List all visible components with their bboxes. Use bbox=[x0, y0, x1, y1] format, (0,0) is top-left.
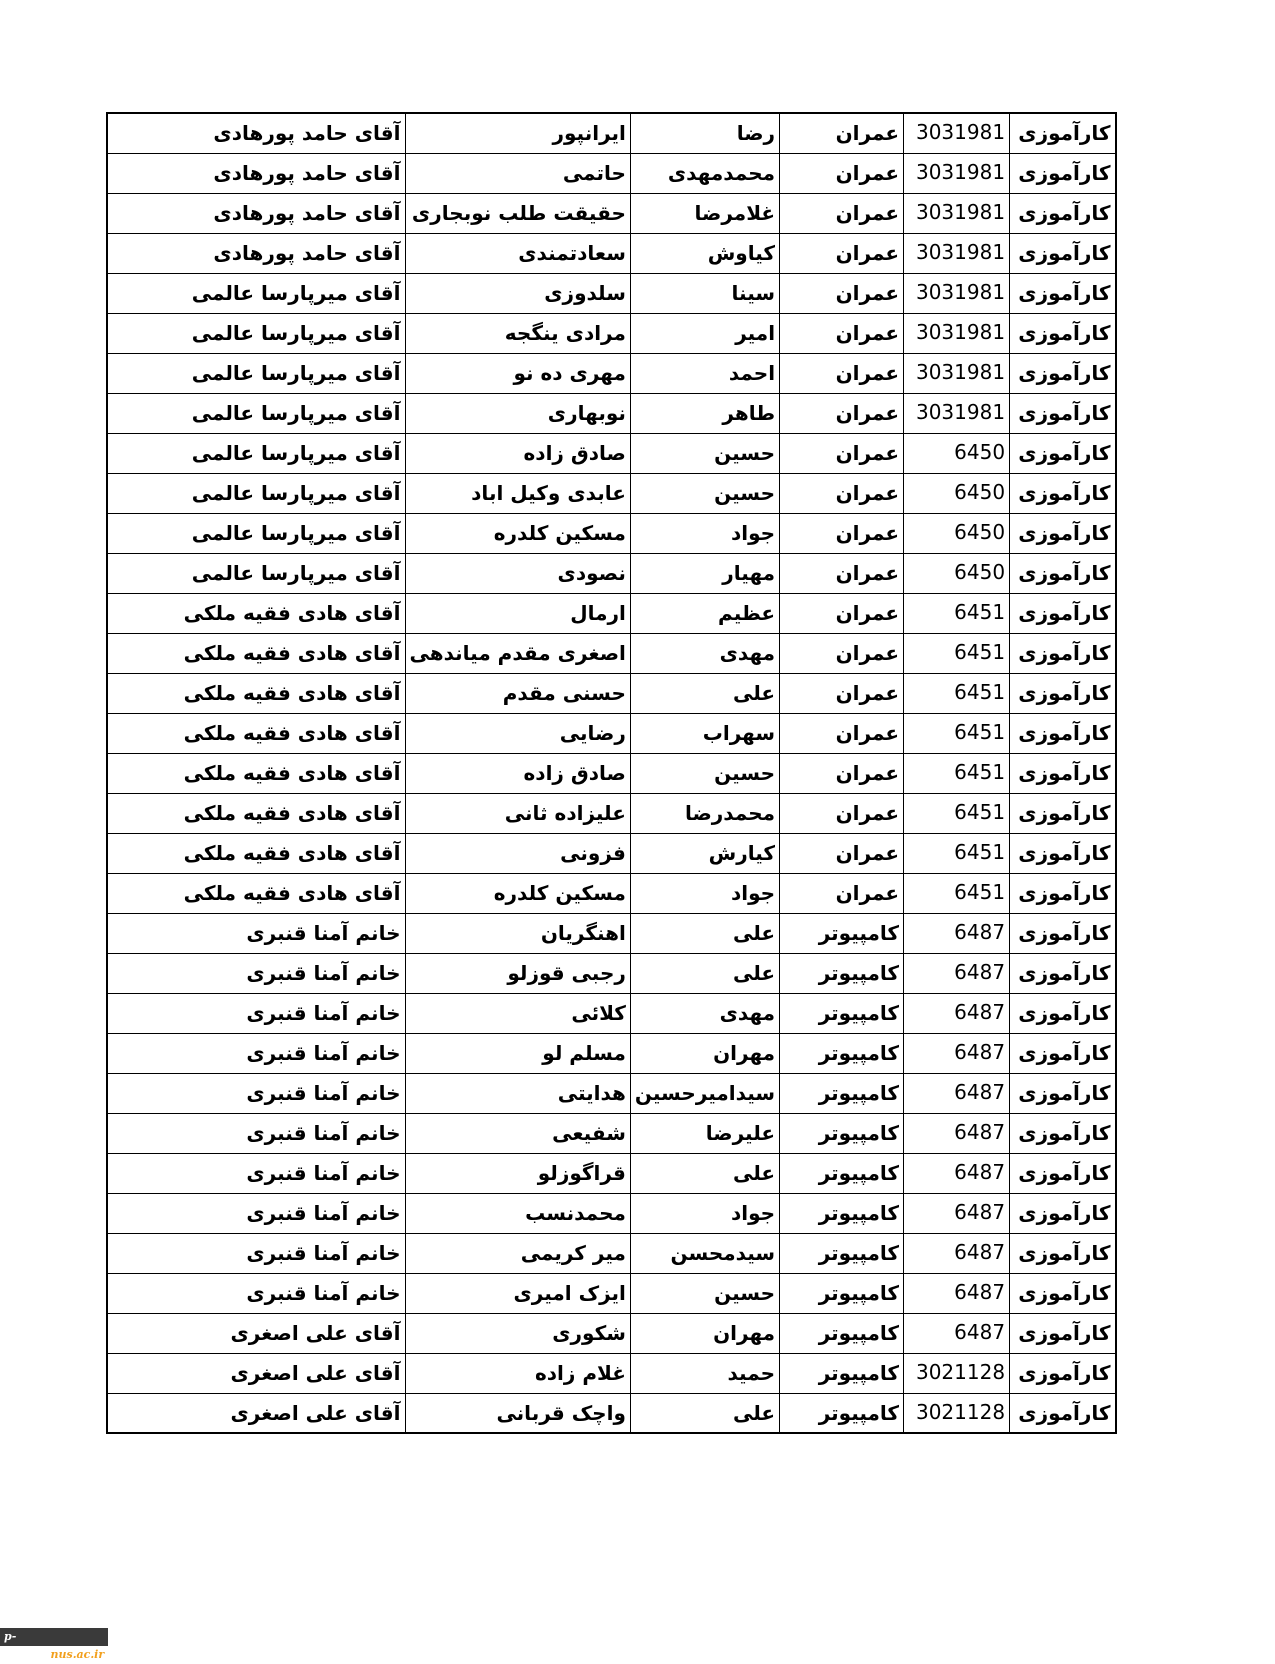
course-code-cell: 3021128 bbox=[904, 1353, 1010, 1393]
first-name-cell: مهران bbox=[630, 1033, 779, 1073]
table-row bbox=[107, 153, 1116, 193]
table-row bbox=[107, 1073, 1116, 1113]
table-row bbox=[107, 1193, 1116, 1233]
course-type-cell: کارآموزی bbox=[1010, 273, 1116, 313]
supervisor-cell: آقای هادی فقیه ملکی bbox=[107, 593, 405, 633]
last-name-cell: ارمال bbox=[405, 593, 630, 633]
course-code-cell: 3031981 bbox=[904, 113, 1010, 153]
course-type-cell: کارآموزی bbox=[1010, 593, 1116, 633]
last-name-cell: محمدنسب bbox=[405, 1193, 630, 1233]
first-name-cell: علی bbox=[630, 913, 779, 953]
course-type-cell: کارآموزی bbox=[1010, 1313, 1116, 1353]
course-code-cell: 6487 bbox=[904, 1313, 1010, 1353]
table-body bbox=[107, 113, 1116, 1433]
supervisor-cell: خانم آمنا قنبری bbox=[107, 1273, 405, 1313]
course-type-cell: کارآموزی bbox=[1010, 713, 1116, 753]
first-name-cell: جواد bbox=[630, 513, 779, 553]
table-row bbox=[107, 193, 1116, 233]
course-code-cell: 6487 bbox=[904, 993, 1010, 1033]
first-name-cell: امیر bbox=[630, 313, 779, 353]
supervisor-cell: آقای حامد پورهادی bbox=[107, 153, 405, 193]
field-cell: عمران bbox=[780, 313, 904, 353]
supervisor-cell: آقای میرپارسا عالمی bbox=[107, 353, 405, 393]
last-name-cell: حاتمی bbox=[405, 153, 630, 193]
last-name-cell: سعادتمندی bbox=[405, 233, 630, 273]
supervisor-cell: خانم آمنا قنبری bbox=[107, 953, 405, 993]
first-name-cell: عظیم bbox=[630, 593, 779, 633]
supervisor-cell: آقای علی اصغری bbox=[107, 1313, 405, 1353]
last-name-cell: رضایی bbox=[405, 713, 630, 753]
table-row bbox=[107, 1113, 1116, 1153]
field-cell: عمران bbox=[780, 793, 904, 833]
field-cell: عمران bbox=[780, 433, 904, 473]
table-row bbox=[107, 1273, 1116, 1313]
field-cell: کامپیوتر bbox=[780, 1153, 904, 1193]
table-row bbox=[107, 553, 1116, 593]
last-name-cell: عابدی وکیل اباد bbox=[405, 473, 630, 513]
last-name-cell: صادق زاده bbox=[405, 753, 630, 793]
table-row bbox=[107, 793, 1116, 833]
course-code-cell: 3031981 bbox=[904, 193, 1010, 233]
last-name-cell: واچک قربانی bbox=[405, 1393, 630, 1433]
supervisor-cell: آقای میرپارسا عالمی bbox=[107, 513, 405, 553]
supervisor-cell: خانم آمنا قنبری bbox=[107, 1113, 405, 1153]
table-row bbox=[107, 1393, 1116, 1433]
table-row bbox=[107, 273, 1116, 313]
supervisor-cell: آقای میرپارسا عالمی bbox=[107, 273, 405, 313]
field-cell: کامپیوتر bbox=[780, 1353, 904, 1393]
supervisor-cell: آقای هادی فقیه ملکی bbox=[107, 713, 405, 753]
last-name-cell: صادق زاده bbox=[405, 433, 630, 473]
field-cell: عمران bbox=[780, 513, 904, 553]
course-code-cell: 6450 bbox=[904, 433, 1010, 473]
last-name-cell: هدایتی bbox=[405, 1073, 630, 1113]
course-type-cell: کارآموزی bbox=[1010, 1073, 1116, 1113]
course-code-cell: 3031981 bbox=[904, 233, 1010, 273]
first-name-cell: سینا bbox=[630, 273, 779, 313]
last-name-cell: سلدوزی bbox=[405, 273, 630, 313]
table-row bbox=[107, 753, 1116, 793]
course-code-cell: 6451 bbox=[904, 833, 1010, 873]
field-cell: کامپیوتر bbox=[780, 1313, 904, 1353]
supervisor-cell: آقای میرپارسا عالمی bbox=[107, 393, 405, 433]
course-type-cell: کارآموزی bbox=[1010, 553, 1116, 593]
last-name-cell: حقیقت طلب نوبجاری bbox=[405, 193, 630, 233]
watermark-prefix: p-ramsar. bbox=[4, 1630, 51, 1661]
supervisor-cell: خانم آمنا قنبری bbox=[107, 1233, 405, 1273]
course-code-cell: 6487 bbox=[904, 913, 1010, 953]
course-type-cell: کارآموزی bbox=[1010, 913, 1116, 953]
table-row bbox=[107, 593, 1116, 633]
course-type-cell: کارآموزی bbox=[1010, 193, 1116, 233]
table-row bbox=[107, 313, 1116, 353]
last-name-cell: علیزاده ثانی bbox=[405, 793, 630, 833]
course-code-cell: 3031981 bbox=[904, 393, 1010, 433]
site-watermark bbox=[0, 1628, 108, 1661]
course-code-cell: 6487 bbox=[904, 1153, 1010, 1193]
last-name-cell: ایزک امیری bbox=[405, 1273, 630, 1313]
first-name-cell: مهدی bbox=[630, 633, 779, 673]
first-name-cell: حسین bbox=[630, 1273, 779, 1313]
course-code-cell: 3031981 bbox=[904, 153, 1010, 193]
table-row bbox=[107, 513, 1116, 553]
table-row bbox=[107, 1033, 1116, 1073]
table-row bbox=[107, 113, 1116, 153]
field-cell: عمران bbox=[780, 753, 904, 793]
last-name-cell: فزونی bbox=[405, 833, 630, 873]
course-code-cell: 6487 bbox=[904, 1273, 1010, 1313]
field-cell: عمران bbox=[780, 593, 904, 633]
course-code-cell: 6487 bbox=[904, 1233, 1010, 1273]
course-code-cell: 6451 bbox=[904, 593, 1010, 633]
watermark-domain: nus.ac.ir bbox=[50, 1648, 105, 1661]
field-cell: عمران bbox=[780, 833, 904, 873]
last-name-cell: اصغری مقدم میاندهی bbox=[405, 633, 630, 673]
course-code-cell: 6487 bbox=[904, 1033, 1010, 1073]
course-code-cell: 6487 bbox=[904, 1193, 1010, 1233]
table-row bbox=[107, 393, 1116, 433]
course-code-cell: 3031981 bbox=[904, 353, 1010, 393]
supervisor-cell: آقای علی اصغری bbox=[107, 1353, 405, 1393]
supervisor-cell: خانم آمنا قنبری bbox=[107, 993, 405, 1033]
course-code-cell: 6451 bbox=[904, 753, 1010, 793]
course-code-cell: 6451 bbox=[904, 793, 1010, 833]
field-cell: عمران bbox=[780, 553, 904, 593]
first-name-cell: حسین bbox=[630, 433, 779, 473]
table-row bbox=[107, 633, 1116, 673]
table-row bbox=[107, 1153, 1116, 1193]
course-code-cell: 6487 bbox=[904, 953, 1010, 993]
last-name-cell: مسلم لو bbox=[405, 1033, 630, 1073]
first-name-cell: علی bbox=[630, 953, 779, 993]
supervisor-cell: آقای هادی فقیه ملکی bbox=[107, 833, 405, 873]
field-cell: کامپیوتر bbox=[780, 913, 904, 953]
last-name-cell: مهری ده نو bbox=[405, 353, 630, 393]
field-cell: کامپیوتر bbox=[780, 1393, 904, 1433]
table-row bbox=[107, 433, 1116, 473]
first-name-cell: کیارش bbox=[630, 833, 779, 873]
first-name-cell: رضا bbox=[630, 113, 779, 153]
supervisor-cell: آقای علی اصغری bbox=[107, 1393, 405, 1433]
table-row bbox=[107, 673, 1116, 713]
internship-table bbox=[106, 112, 1117, 1434]
first-name-cell: محمدرضا bbox=[630, 793, 779, 833]
first-name-cell: جواد bbox=[630, 873, 779, 913]
last-name-cell: شفیعی bbox=[405, 1113, 630, 1153]
last-name-cell: ایرانپور bbox=[405, 113, 630, 153]
table-row bbox=[107, 713, 1116, 753]
course-type-cell: کارآموزی bbox=[1010, 1273, 1116, 1313]
table-row bbox=[107, 1313, 1116, 1353]
course-type-cell: کارآموزی bbox=[1010, 313, 1116, 353]
first-name-cell: علی bbox=[630, 1393, 779, 1433]
course-type-cell: کارآموزی bbox=[1010, 833, 1116, 873]
course-type-cell: کارآموزی bbox=[1010, 993, 1116, 1033]
supervisor-cell: آقای میرپارسا عالمی bbox=[107, 473, 405, 513]
course-code-cell: 6451 bbox=[904, 873, 1010, 913]
course-type-cell: کارآموزی bbox=[1010, 473, 1116, 513]
table-row bbox=[107, 353, 1116, 393]
last-name-cell: مسکین کلدره bbox=[405, 513, 630, 553]
supervisor-cell: آقای هادی فقیه ملکی bbox=[107, 753, 405, 793]
first-name-cell: مهیار bbox=[630, 553, 779, 593]
course-code-cell: 6487 bbox=[904, 1073, 1010, 1113]
first-name-cell: محمدمهدی bbox=[630, 153, 779, 193]
last-name-cell: غلام زاده bbox=[405, 1353, 630, 1393]
supervisor-cell: خانم آمنا قنبری bbox=[107, 1153, 405, 1193]
first-name-cell: سیدامیرحسین bbox=[630, 1073, 779, 1113]
supervisor-cell: آقای هادی فقیه ملکی bbox=[107, 673, 405, 713]
course-type-cell: کارآموزی bbox=[1010, 1353, 1116, 1393]
field-cell: کامپیوتر bbox=[780, 993, 904, 1033]
course-code-cell: 6451 bbox=[904, 633, 1010, 673]
supervisor-cell: آقای میرپارسا عالمی bbox=[107, 553, 405, 593]
course-type-cell: کارآموزی bbox=[1010, 1113, 1116, 1153]
course-type-cell: کارآموزی bbox=[1010, 1393, 1116, 1433]
supervisor-cell: آقای حامد پورهادی bbox=[107, 113, 405, 153]
course-code-cell: 3021128 bbox=[904, 1393, 1010, 1433]
course-type-cell: کارآموزی bbox=[1010, 433, 1116, 473]
supervisor-cell: خانم آمنا قنبری bbox=[107, 1193, 405, 1233]
field-cell: کامپیوتر bbox=[780, 1233, 904, 1273]
course-code-cell: 6450 bbox=[904, 473, 1010, 513]
table-row bbox=[107, 1233, 1116, 1273]
field-cell: عمران bbox=[780, 473, 904, 513]
course-type-cell: کارآموزی bbox=[1010, 513, 1116, 553]
first-name-cell: کیاوش bbox=[630, 233, 779, 273]
first-name-cell: سیدمحسن bbox=[630, 1233, 779, 1273]
supervisor-cell: آقای هادی فقیه ملکی bbox=[107, 793, 405, 833]
field-cell: کامپیوتر bbox=[780, 1193, 904, 1233]
field-cell: عمران bbox=[780, 713, 904, 753]
course-type-cell: کارآموزی bbox=[1010, 113, 1116, 153]
table-row bbox=[107, 833, 1116, 873]
course-type-cell: کارآموزی bbox=[1010, 1233, 1116, 1273]
supervisor-cell: آقای حامد پورهادی bbox=[107, 193, 405, 233]
course-type-cell: کارآموزی bbox=[1010, 393, 1116, 433]
last-name-cell: اهنگریان bbox=[405, 913, 630, 953]
table-row bbox=[107, 473, 1116, 513]
first-name-cell: احمد bbox=[630, 353, 779, 393]
first-name-cell: سهراب bbox=[630, 713, 779, 753]
field-cell: کامپیوتر bbox=[780, 1273, 904, 1313]
field-cell: کامپیوتر bbox=[780, 1033, 904, 1073]
field-cell: کامپیوتر bbox=[780, 1073, 904, 1113]
first-name-cell: مهدی bbox=[630, 993, 779, 1033]
supervisor-cell: خانم آمنا قنبری bbox=[107, 1073, 405, 1113]
course-type-cell: کارآموزی bbox=[1010, 1153, 1116, 1193]
supervisor-cell: آقای هادی فقیه ملکی bbox=[107, 633, 405, 673]
course-code-cell: 3031981 bbox=[904, 273, 1010, 313]
course-code-cell: 6451 bbox=[904, 713, 1010, 753]
course-type-cell: کارآموزی bbox=[1010, 673, 1116, 713]
last-name-cell: میر کریمی bbox=[405, 1233, 630, 1273]
supervisor-cell: آقای هادی فقیه ملکی bbox=[107, 873, 405, 913]
first-name-cell: علیرضا bbox=[630, 1113, 779, 1153]
last-name-cell: حسنی مقدم bbox=[405, 673, 630, 713]
table-row bbox=[107, 913, 1116, 953]
course-code-cell: 3031981 bbox=[904, 313, 1010, 353]
field-cell: عمران bbox=[780, 113, 904, 153]
field-cell: کامپیوتر bbox=[780, 1113, 904, 1153]
last-name-cell: شکوری bbox=[405, 1313, 630, 1353]
field-cell: عمران bbox=[780, 873, 904, 913]
supervisor-cell: خانم آمنا قنبری bbox=[107, 1033, 405, 1073]
course-code-cell: 6450 bbox=[904, 513, 1010, 553]
table-row bbox=[107, 873, 1116, 913]
field-cell: عمران bbox=[780, 673, 904, 713]
course-type-cell: کارآموزی bbox=[1010, 353, 1116, 393]
last-name-cell: نوبهاری bbox=[405, 393, 630, 433]
first-name-cell: حسین bbox=[630, 473, 779, 513]
first-name-cell: جواد bbox=[630, 1193, 779, 1233]
first-name-cell: حمید bbox=[630, 1353, 779, 1393]
course-type-cell: کارآموزی bbox=[1010, 793, 1116, 833]
field-cell: عمران bbox=[780, 273, 904, 313]
course-type-cell: کارآموزی bbox=[1010, 1193, 1116, 1233]
field-cell: عمران bbox=[780, 233, 904, 273]
first-name-cell: حسین bbox=[630, 753, 779, 793]
table-row bbox=[107, 233, 1116, 273]
course-type-cell: کارآموزی bbox=[1010, 953, 1116, 993]
supervisor-cell: آقای حامد پورهادی bbox=[107, 233, 405, 273]
field-cell: عمران bbox=[780, 193, 904, 233]
last-name-cell: رجبی قوزلو bbox=[405, 953, 630, 993]
table-row bbox=[107, 993, 1116, 1033]
course-type-cell: کارآموزی bbox=[1010, 753, 1116, 793]
course-type-cell: کارآموزی bbox=[1010, 233, 1116, 273]
supervisor-cell: آقای میرپارسا عالمی bbox=[107, 313, 405, 353]
course-type-cell: کارآموزی bbox=[1010, 153, 1116, 193]
first-name-cell: علی bbox=[630, 1153, 779, 1193]
first-name-cell: علی bbox=[630, 673, 779, 713]
first-name-cell: مهران bbox=[630, 1313, 779, 1353]
supervisor-cell: خانم آمنا قنبری bbox=[107, 913, 405, 953]
field-cell: عمران bbox=[780, 353, 904, 393]
first-name-cell: غلامرضا bbox=[630, 193, 779, 233]
table-row bbox=[107, 1353, 1116, 1393]
supervisor-cell: آقای میرپارسا عالمی bbox=[107, 433, 405, 473]
field-cell: عمران bbox=[780, 633, 904, 673]
course-type-cell: کارآموزی bbox=[1010, 633, 1116, 673]
field-cell: عمران bbox=[780, 153, 904, 193]
course-code-cell: 6451 bbox=[904, 673, 1010, 713]
last-name-cell: قراگوزلو bbox=[405, 1153, 630, 1193]
course-type-cell: کارآموزی bbox=[1010, 873, 1116, 913]
last-name-cell: مسکین کلدره bbox=[405, 873, 630, 913]
table-row bbox=[107, 953, 1116, 993]
last-name-cell: کلائی bbox=[405, 993, 630, 1033]
course-code-cell: 6487 bbox=[904, 1113, 1010, 1153]
field-cell: کامپیوتر bbox=[780, 953, 904, 993]
course-code-cell: 6450 bbox=[904, 553, 1010, 593]
last-name-cell: نصودی bbox=[405, 553, 630, 593]
first-name-cell: طاهر bbox=[630, 393, 779, 433]
last-name-cell: مرادی ینگجه bbox=[405, 313, 630, 353]
course-type-cell: کارآموزی bbox=[1010, 1033, 1116, 1073]
field-cell: عمران bbox=[780, 393, 904, 433]
